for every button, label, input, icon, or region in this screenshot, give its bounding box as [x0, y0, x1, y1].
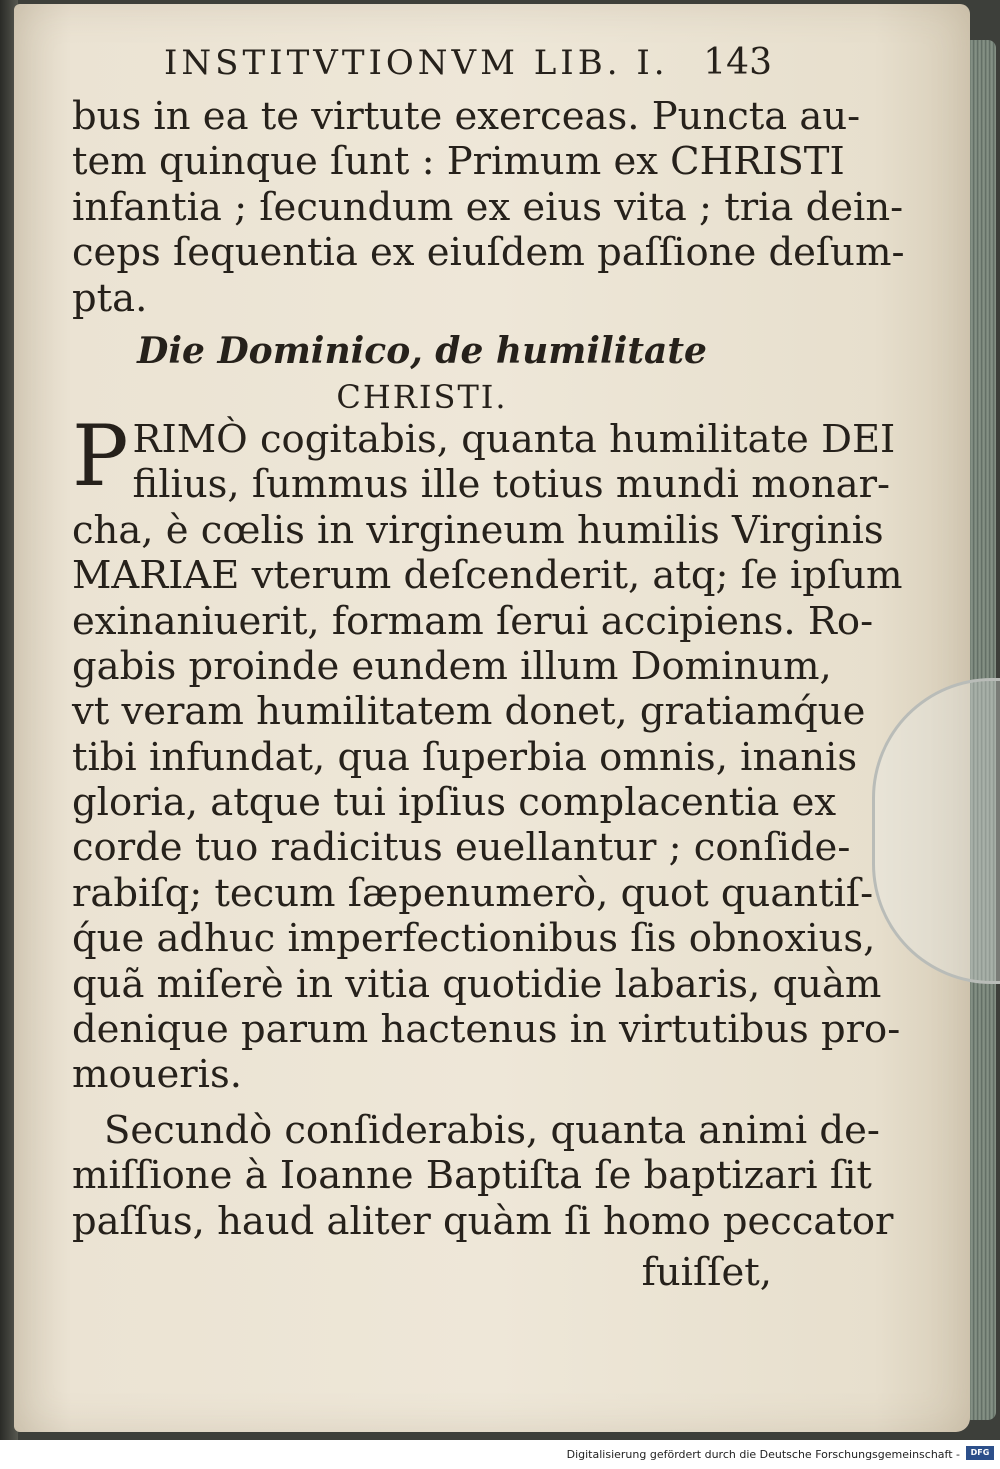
- text-line: filius, ſummus ille totius mundi monar-: [132, 462, 891, 508]
- running-header: [72, 40, 772, 94]
- catchword: fuiſſet,: [641, 1249, 772, 1295]
- paragraph-1: [72, 94, 905, 321]
- text-line: corde tuo radicitus euellantur ; conſide-: [72, 825, 851, 871]
- text-line: moueris.: [72, 1052, 242, 1098]
- text-line: ceps ſequentia ex eiuſdem paſſione deſum-: [72, 230, 905, 276]
- section-title: Die Dominico, de humilitate: [137, 329, 707, 372]
- text-line: exinaniuerit, formam ſerui accipiens. Ro-: [72, 598, 874, 644]
- text-line: vt veram humilitatem donet, gratiamq́ue: [72, 689, 866, 735]
- text-line: gloria, atque tui ipſius complacentia ex: [72, 780, 837, 826]
- text-line: pta.: [72, 275, 148, 321]
- page-text: [72, 40, 905, 1300]
- dfg-logo: DFG: [966, 1446, 994, 1460]
- paragraph-2: [72, 406, 903, 1098]
- text-line: RIMÒ cogitabis, quanta humilitate DEI: [132, 416, 896, 462]
- text-line: tem quinque ſunt : Primum ex CHRISTI: [72, 139, 845, 185]
- text-line: Secundò conſiderabis, quanta animi de-: [104, 1107, 880, 1153]
- text-line: tibi infundat, qua ſuperbia omnis, inanis: [72, 734, 858, 780]
- digitization-footer: [0, 1440, 1000, 1469]
- text-line: infantia ; ſecundum ex eius vita ; tria dein-: [72, 184, 904, 230]
- paragraph-3: [72, 1107, 894, 1244]
- text-line: rabiſq; tecum ſæpenumerò, quot quantiſ-: [72, 870, 874, 916]
- funding-credit: Digitalisierung gefördert durch die Deutsche Forschungsgemeinschaft -: [566, 1448, 960, 1461]
- text-line: q́ue adhuc imperfectionibus ſis obnoxius,: [72, 916, 876, 962]
- section-subtitle: CHRISTI.: [336, 377, 508, 416]
- page-number: 143: [703, 42, 772, 83]
- text-line: denique parum hactenus in virtutibus pro-: [72, 1007, 901, 1053]
- text-line: quã miſerè in vitia quotidie labaris, quàm: [72, 961, 882, 1007]
- text-line: bus in ea te virtute exerceas. Puncta au-: [72, 94, 861, 139]
- drop-cap: P: [72, 406, 129, 505]
- text-line: paſſus, haud aliter quàm ſi homo peccator: [72, 1198, 894, 1244]
- text-line: miſſione à Ioanne Baptiſta ſe baptizari ſit: [72, 1153, 872, 1199]
- text-line: MARIAE vterum deſcenderit, atq; ſe ipſum: [72, 553, 903, 599]
- running-title: INSTITVTIONVM LIB. I.: [164, 43, 669, 83]
- text-line: cha, è cœlis in virgineum humilis Virginis: [72, 507, 884, 553]
- text-line: gabis proinde eundem illum Dominum,: [72, 643, 832, 689]
